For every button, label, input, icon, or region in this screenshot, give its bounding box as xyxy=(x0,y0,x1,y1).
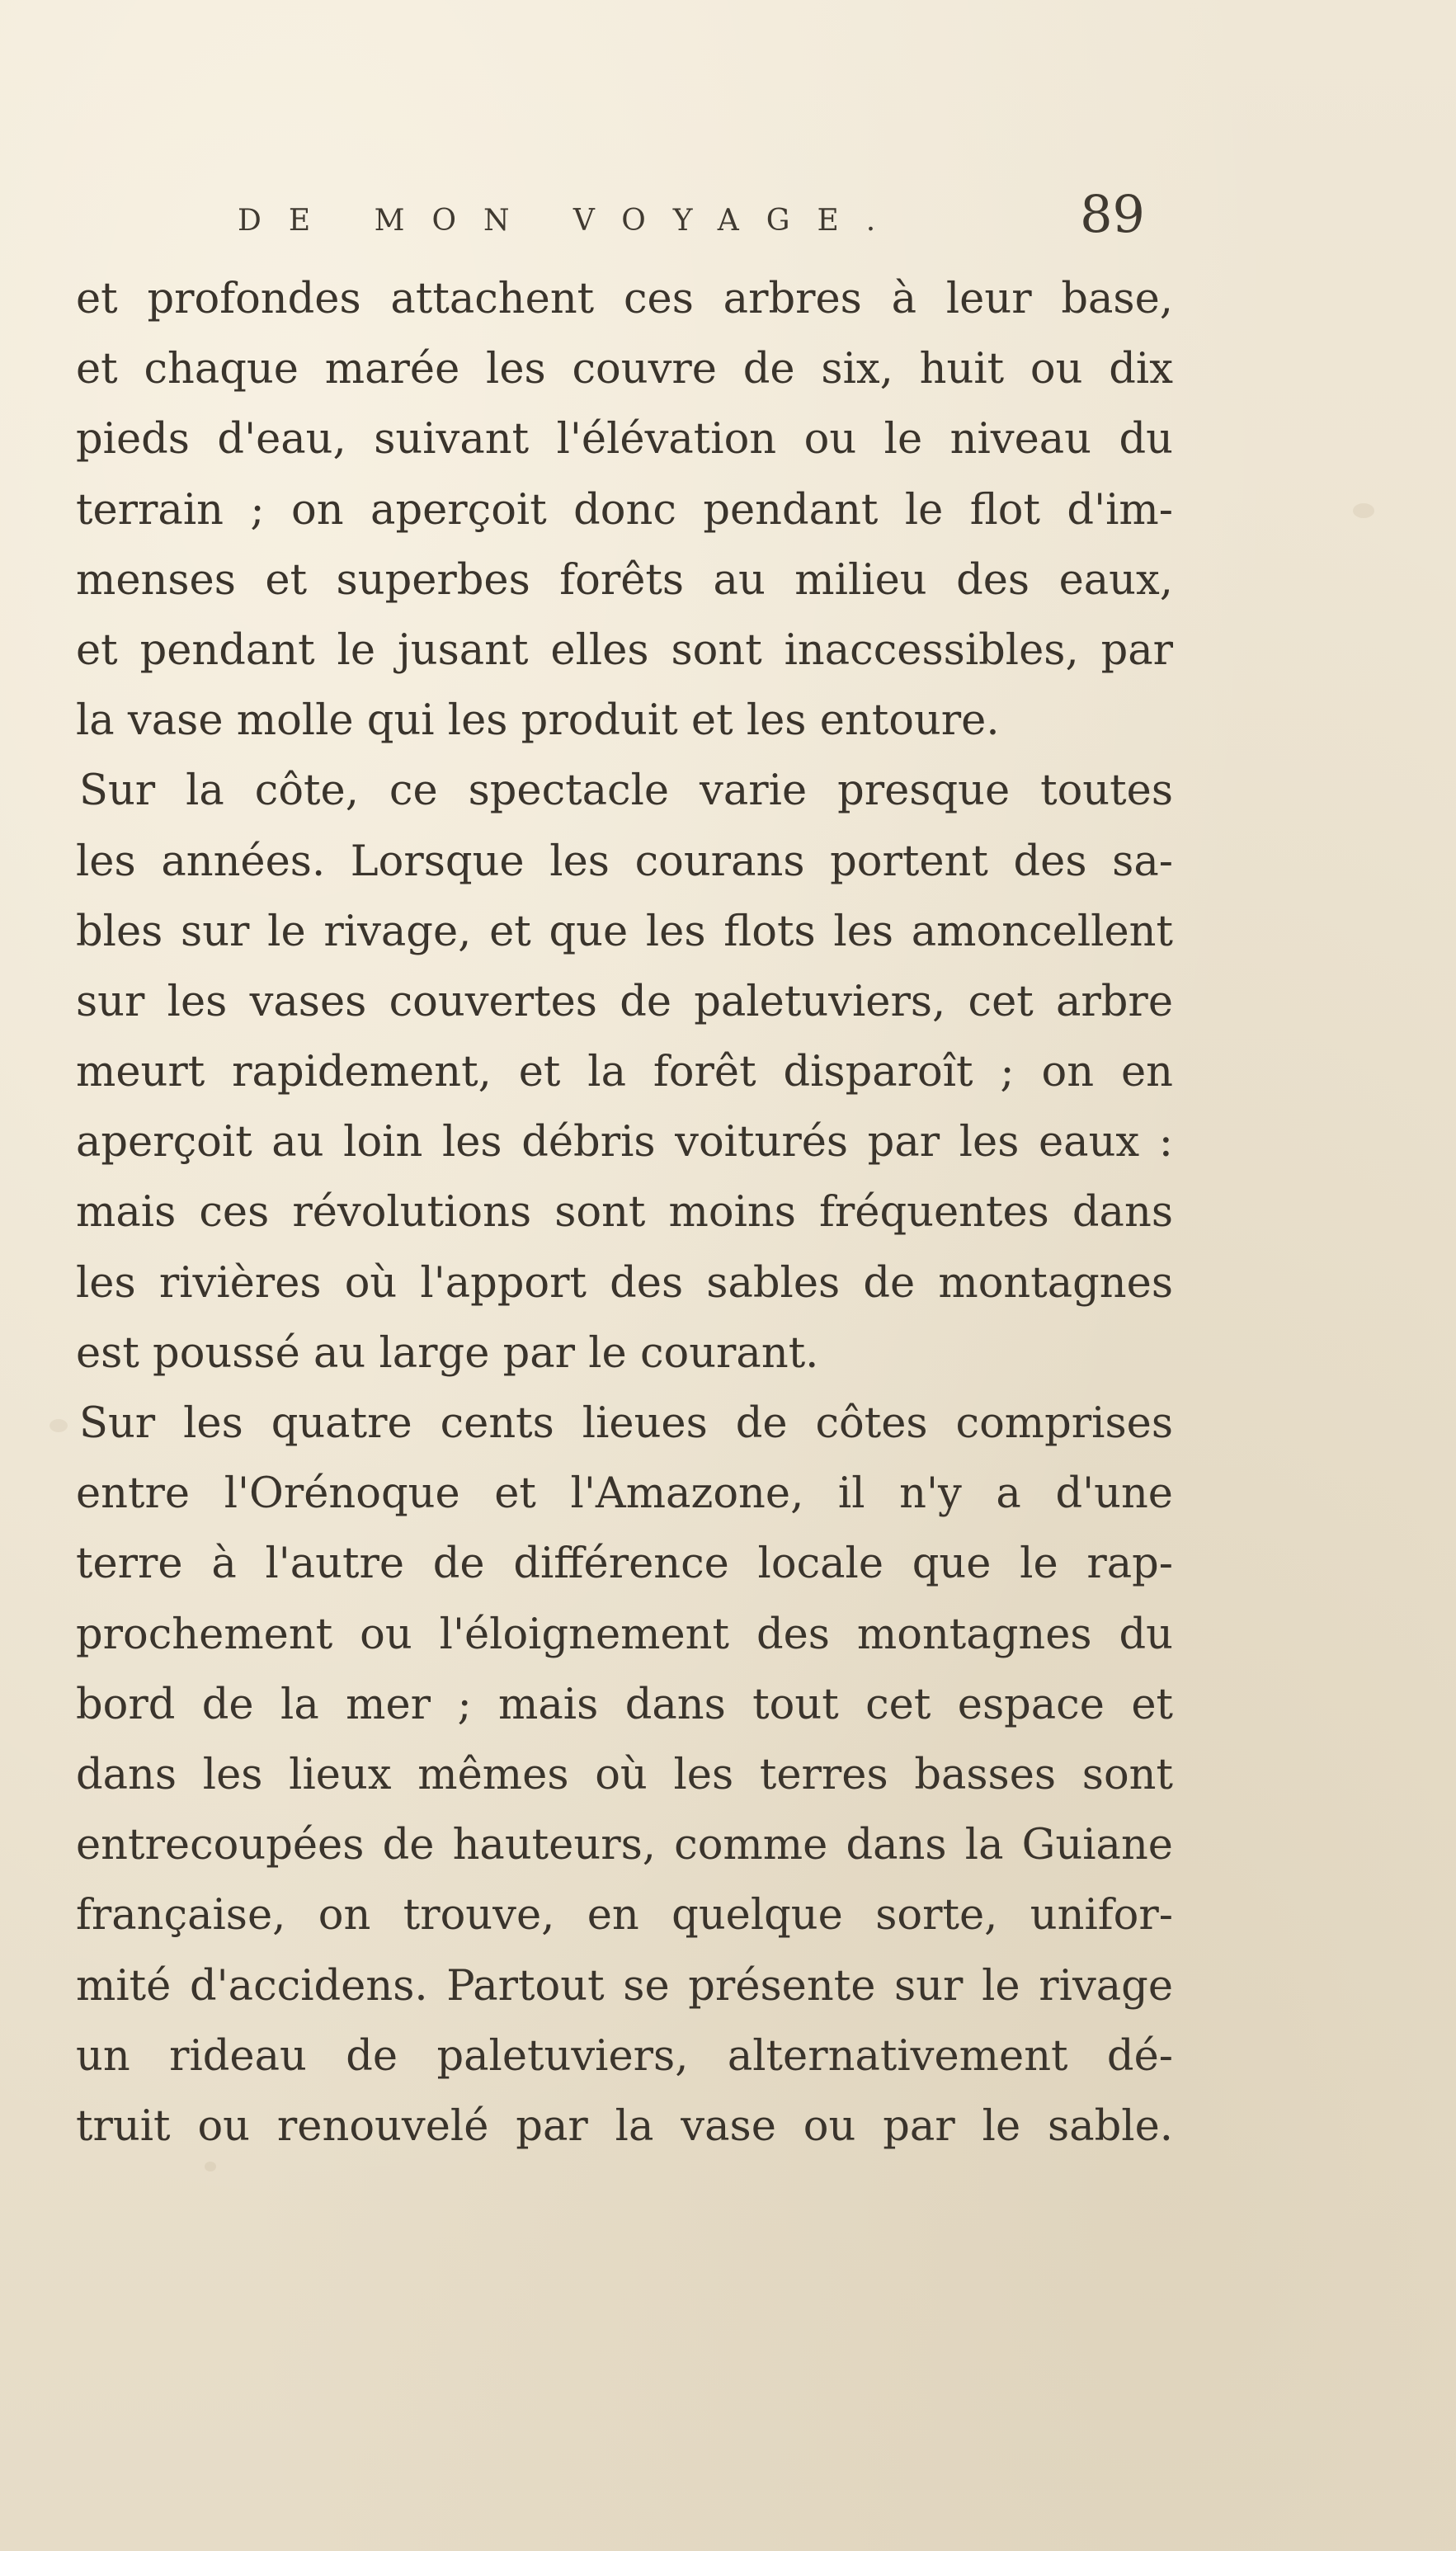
text-line: truit ou renouvelé par la vase ou par le sable. xyxy=(76,2101,1173,2151)
text-line: menses et superbes forêts au milieu des eaux, xyxy=(76,555,1173,605)
text-line: les années. Lorsque les courans portent des sa- xyxy=(76,837,1173,886)
text-line: mité d'accidens. Partout se présente sur le rivage xyxy=(76,1961,1173,2011)
paper-stain xyxy=(205,2162,216,2171)
text-line: prochement ou l'éloignement des montagnes du xyxy=(76,1610,1173,1659)
text-line: meurt rapidement, et la forêt disparoît ; on en xyxy=(76,1048,1173,1097)
text-line: est poussé au large par le courant. xyxy=(76,1328,819,1378)
page-number: 89 xyxy=(1080,184,1145,244)
text-line: dans les lieux mêmes où les terres basses sont xyxy=(76,1750,1173,1799)
text-line: Sur les quatre cents lieues de côtes comprises xyxy=(79,1399,1173,1448)
text-line: et pendant le jusant elles sont inaccessibles, par xyxy=(76,625,1173,675)
text-line: et profondes attachent ces arbres à leur base, xyxy=(76,275,1173,323)
text-line: sur les vases couvertes de paletuviers, cet arbre xyxy=(76,977,1173,1026)
body-text xyxy=(76,264,1173,2162)
text-line: un rideau de paletuviers, alternativement dé- xyxy=(76,2031,1173,2081)
text-line: la vase molle qui les produit et les entoure. xyxy=(76,696,1000,746)
text-line: aperçoit au loin les débris voiturés par les eaux : xyxy=(76,1118,1173,1167)
text-line: Sur la côte, ce spectacle varie presque toutes xyxy=(79,766,1173,816)
text-line: entrecoupées de hauteurs, comme dans la Guiane xyxy=(76,1821,1173,1870)
text-line: mais ces révolutions sont moins fréquentes dans xyxy=(76,1188,1173,1238)
paper-stain xyxy=(49,1419,68,1432)
text-line: terre à l'autre de différence locale que le rap- xyxy=(76,1540,1173,1589)
text-line: pieds d'eau, suivant l'élévation ou le niveau du xyxy=(76,415,1173,464)
text-line: entre l'Orénoque et l'Amazone, il n'y a d'une xyxy=(76,1469,1173,1519)
running-title: DE MON VOYAGE. xyxy=(238,204,903,238)
text-line: bles sur le rivage, et que les flots les amoncellent xyxy=(76,907,1173,956)
text-line: et chaque marée les couvre de six, huit ou dix xyxy=(76,345,1173,394)
running-head xyxy=(238,165,1178,256)
text-line: terrain ; on aperçoit donc pendant le flot d'im- xyxy=(76,485,1173,535)
text-line: bord de la mer ; mais dans tout cet espace et xyxy=(76,1680,1173,1729)
paper-stain xyxy=(1353,503,1374,518)
text-line: les rivières où l'apport des sables de montagnes xyxy=(76,1258,1173,1308)
text-line: française, on trouve, en quelque sorte, unifor- xyxy=(76,1891,1173,1940)
